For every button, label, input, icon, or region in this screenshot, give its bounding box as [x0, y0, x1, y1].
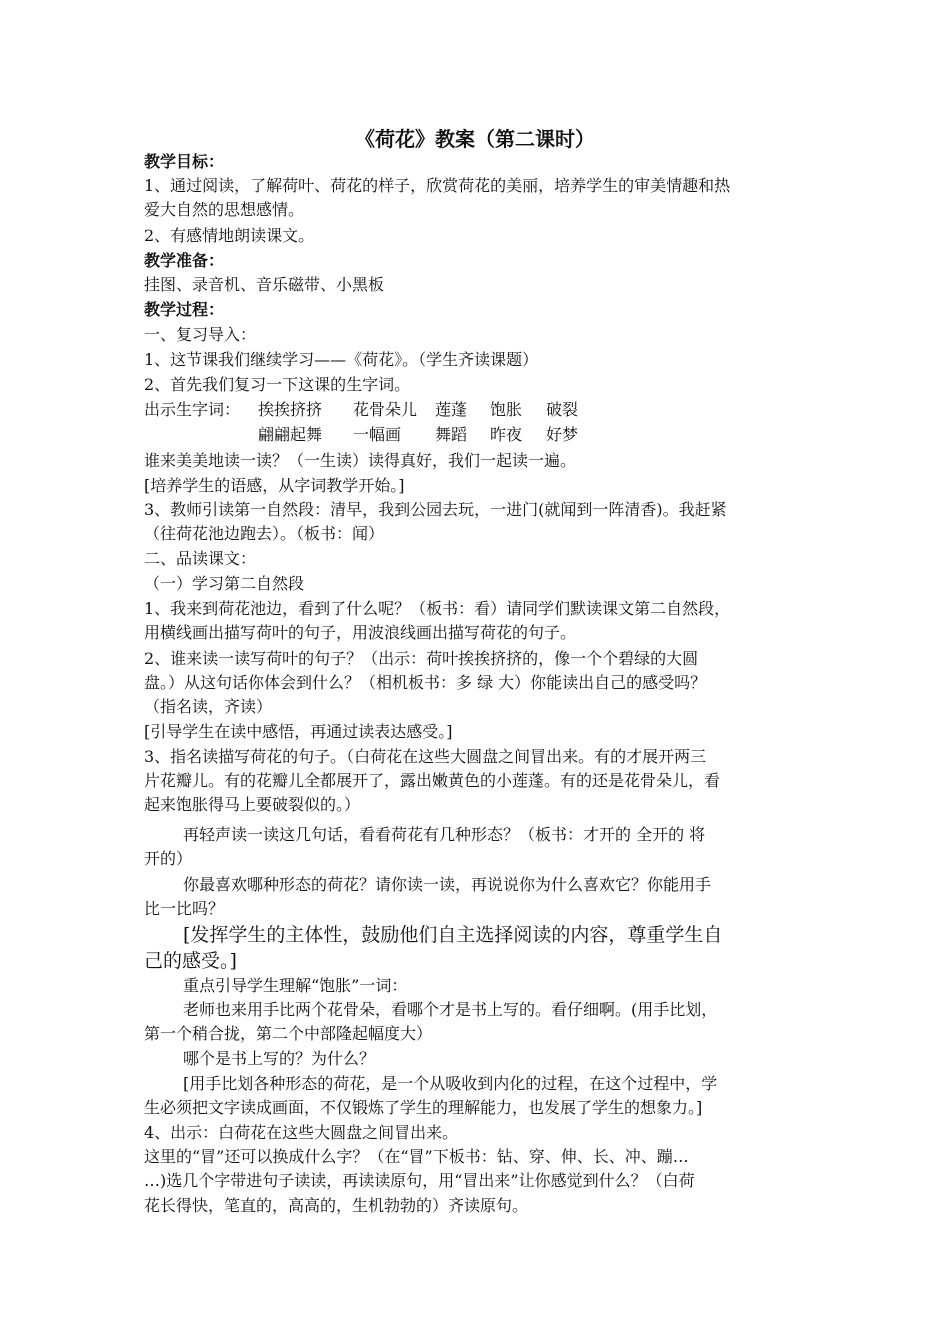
preparation-heading: 教学准备： — [144, 251, 225, 270]
question-1-line-2: 用横线画出描写荷叶的句子，用波浪线画出描写荷花的句子。 — [144, 623, 577, 642]
vocabulary-label: 出示生字词： — [144, 400, 241, 419]
teaching-note-4-line-1: [用手比划各种形态的荷花，是一个从吸收到内化的过程，在这个过程中，学 — [183, 1074, 718, 1093]
part1-step3-line-1: 3、教师引读第一自然段：清早，我到公园去玩，一进门(就闻到一阵清香)。我赶紧 — [144, 500, 727, 519]
teaching-note-1: [培养学生的语感，从字词教学开始。] — [144, 476, 405, 495]
paragraph-5: 哪个是书上写的？为什么？ — [183, 1049, 376, 1068]
vocabulary-word: 花骨朵儿 — [353, 400, 418, 419]
objectives-heading: 教学目标： — [144, 152, 225, 171]
paragraph-3: 重点引导学生理解“饱胀”一词： — [183, 976, 408, 995]
paragraph-4-line-1: 老师也来用手比两个花骨朵，看哪个才是书上写的。看仔细啊。(用手比划， — [183, 1000, 718, 1019]
part1-step2: 2、首先我们复习一下这课的生字词。 — [144, 375, 411, 394]
objective-1-line-2: 爱大自然的思想感情。 — [144, 200, 305, 219]
question-3-line-1: 3、指名读描写荷花的句子。（白荷花在这些大圆盘之间冒出来。有的才展开两三 — [144, 747, 707, 766]
question-3-line-2: 片花瓣儿。有的花瓣儿全都展开了，露出嫩黄色的小莲蓬。有的还是花骨朵儿，看 — [144, 771, 721, 790]
part1-heading: 一、复习导入： — [144, 325, 257, 344]
vocabulary-word: 一幅画 — [353, 425, 402, 444]
vocabulary-word: 挨挨挤挤 — [258, 400, 323, 419]
document-title: 《荷花》教案（第二课时） — [355, 127, 595, 151]
paragraph-1-line-1: 再轻声读一读这几句话，看看荷花有几种形态？（板书：才开的 全开的 将 — [183, 825, 706, 844]
teaching-note-2: [引导学生在读中感悟，再通过读表达感受。] — [144, 722, 453, 741]
question-4-line-2: …)选几个字带进句子读读，再读读原句，用“冒出来”让你感觉到什么？（白荷 — [144, 1171, 695, 1190]
teaching-note-3-line-2: 己的感受。] — [144, 950, 237, 972]
vocabulary-word: 舞蹈 — [435, 425, 468, 444]
teaching-note-3-line-1: [发挥学生的主体性，鼓励他们自主选择阅读的内容，尊重学生自 — [183, 924, 723, 946]
vocabulary-word: 饱胀 — [490, 400, 523, 419]
vocabulary-row-1 — [144, 398, 814, 422]
vocabulary-word: 翩翩起舞 — [258, 425, 323, 444]
objective-1-line-1: 1、通过阅读，了解荷叶、荷花的样子，欣赏荷花的美丽，培养学生的审美情趣和热 — [144, 176, 731, 195]
vocabulary-word: 破裂 — [546, 400, 579, 419]
vocabulary-row-2 — [144, 423, 814, 447]
teaching-note-4-line-2: 生必须把文字读成画面，不仅锻炼了学生的理解能力，也发展了学生的想象力。] — [144, 1098, 703, 1117]
part2-heading: 二、品读课文： — [144, 549, 257, 568]
question-2-line-3: （指名读，齐读） — [144, 697, 273, 716]
read-prompt: 谁来美美地读一读？（一生读）读得真好，我们一起读一遍。 — [144, 451, 577, 470]
question-4: 4、出示：白荷花在这些大圆盘之间冒出来。 — [144, 1123, 459, 1142]
question-1-line-1: 1、我来到荷花池边，看到了什么呢？（板书：看）请同学们默读课文第二自然段， — [144, 599, 731, 618]
paragraph-1-line-2: 开的） — [144, 849, 193, 868]
vocabulary-word: 昨夜 — [490, 425, 523, 444]
preparation-content: 挂图、录音机、音乐磁带、小黑板 — [144, 275, 385, 294]
paragraph-2-line-2: 比一比吗？ — [144, 899, 225, 918]
part2-subheading: （一）学习第二自然段 — [144, 574, 305, 593]
question-2-line-1: 2、谁来读一读写荷叶的句子？（出示：荷叶挨挨挤挤的，像一个个碧绿的大圆 — [144, 649, 699, 668]
part1-step3-line-2: （往荷花池边跑去）。（板书：闻） — [144, 524, 385, 543]
question-4-line-1: 这里的“冒”还可以换成什么字？（在“冒”下板书：钻、穿、伸、长、冲、蹦… — [144, 1147, 689, 1166]
vocabulary-word: 莲蓬 — [435, 400, 468, 419]
vocabulary-word: 好梦 — [546, 425, 579, 444]
objective-2: 2、有感情地朗读课文。 — [144, 226, 315, 245]
process-heading: 教学过程： — [144, 300, 225, 319]
question-2-line-2: 盘。）从这句话你体会到什么？（相机板书：多 绿 大）你能读出自己的感受吗？ — [144, 673, 707, 692]
part1-step1: 1、这节课我们继续学习——《荷花》。（学生齐读课题） — [144, 350, 539, 369]
paragraph-2-line-1: 你最喜欢哪种形态的荷花？请你读一读，再说说你为什么喜欢它？你能用手 — [183, 875, 712, 894]
paragraph-4-line-2: 第一个稍合拢，第二个中部隆起幅度大） — [144, 1024, 433, 1043]
question-4-line-3: 花长得快，笔直的，高高的，生机勃勃的）齐读原句。 — [144, 1196, 529, 1215]
question-3-line-3: 起来饱胀得马上要破裂似的。） — [144, 795, 361, 814]
